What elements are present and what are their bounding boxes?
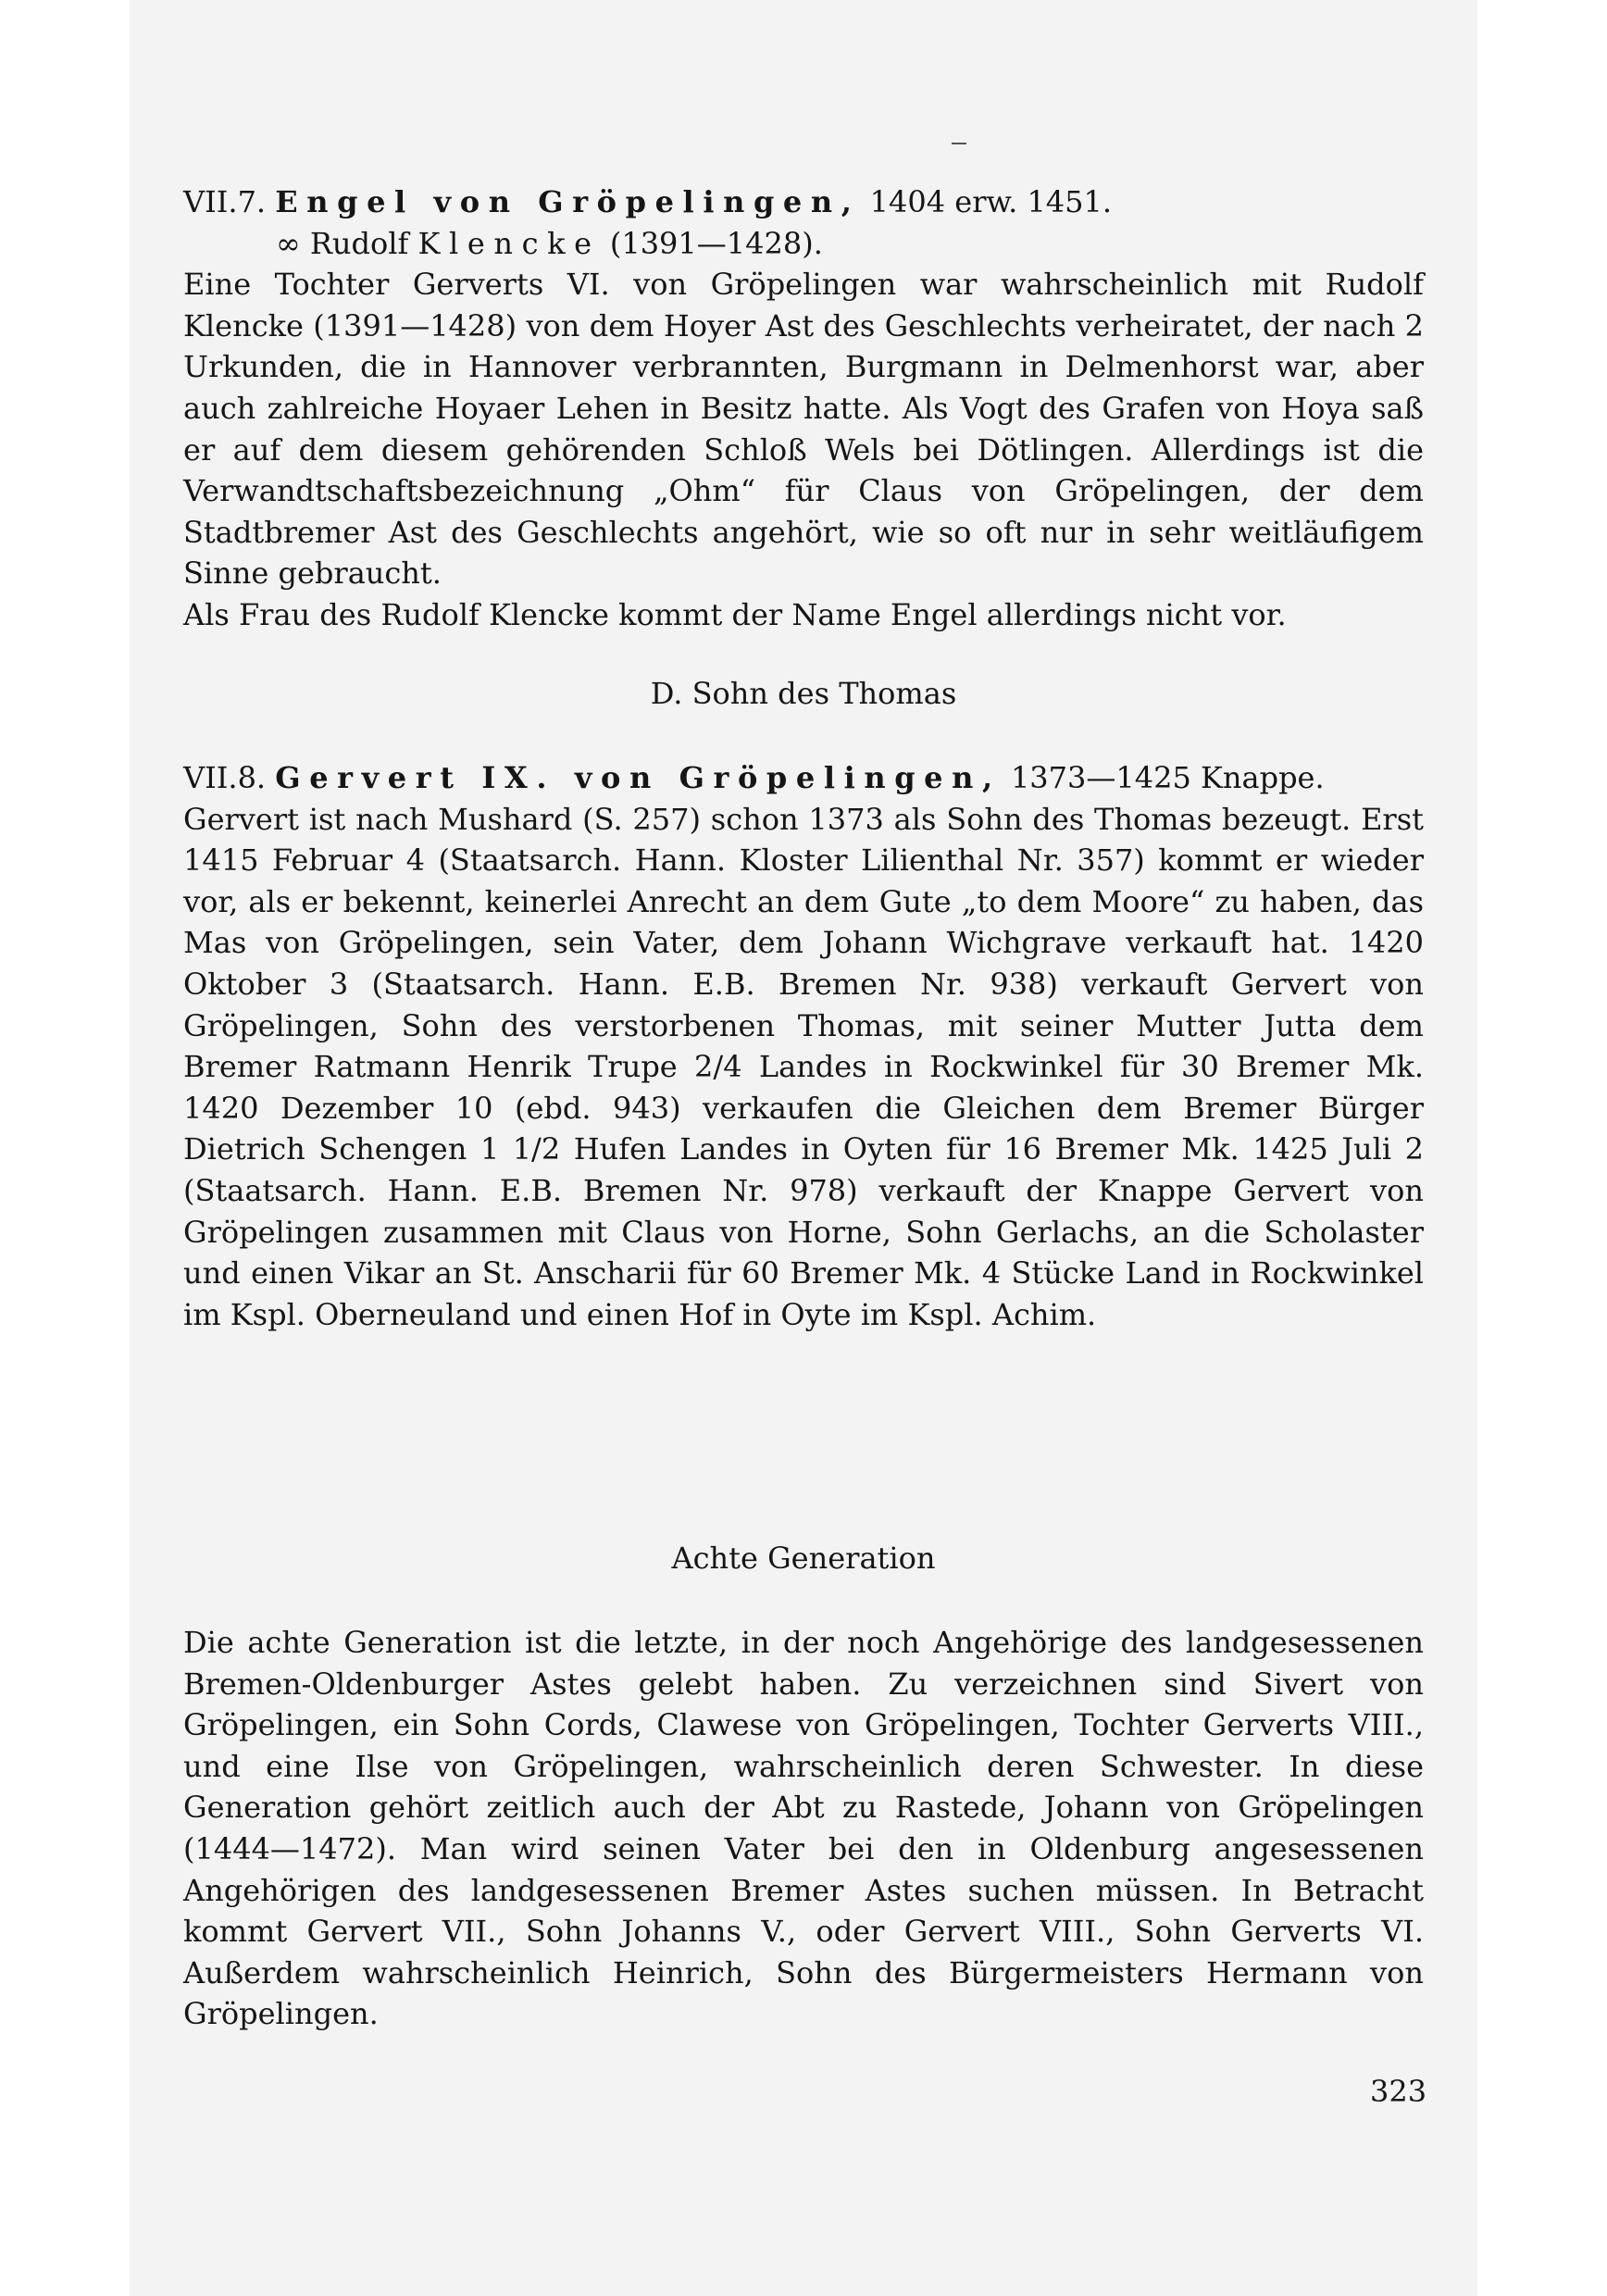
section-heading-d: D. Sohn des Thomas [650,676,957,711]
entry-vii-7-paragraph-2: Als Frau des Rudolf Klencke kommt der Name Engel allerdings nicht vor. [183,596,1287,632]
entry-vii-7 [183,181,1424,636]
scan-mark [952,143,966,144]
spouse-dates: (1391—1428). [609,225,823,261]
page-number: 323 [1370,2074,1427,2109]
entry-vii-8-header [183,757,1424,799]
spouse-surname: Klencke [417,225,601,261]
spouse-first-name: Rudolf [309,225,409,261]
entry-vii-7-header [183,181,1424,223]
entry-dates: 1373—1425 Knappe. [1010,760,1325,795]
entry-vii-8-paragraph: Gervert ist nach Mushard (S. 257) schon 1373 als Sohn des Thomas bezeugt. Erst 1415 Februar 4 (Staatsarch. Hann. Kloster Lilienthal Nr. 357) kommt er wieder vor, als er bekennt, keinerlei Anrecht an dem Gute „to dem Moore“ zu haben, das Mas von Gröpelingen, sein Vater, dem Johann Wichgrave verkauft hat. 1420 Oktober 3 (Staatsarch. Hann. E.B. Bremen Nr. 938) verkauft Gervert von Gröpelingen, Sohn des verstorbenen Thomas, mit seiner Mutter Jutta dem Bremer Ratmann Henrik Trupe 2/4 Landes in Rockwinkel für 30 Bremer Mk. 1420 Dezember 10 (ebd. 943) verkaufen die Gleichen dem Bremer Bürger Dietrich Schengen 1 1/2 Hufen Landes in Oyten für 16 Bremer Mk. 1425 Juli 2 (Staatsarch. Hann. E.B. Bremen Nr. 978) verkauft der Knappe Gervert von Gröpelingen zusammen mit Claus von Horne, Sohn Gerlachs, an die Scholaster und einen Vikar an St. Anscharii für 60 Bremer Mk. 4 Stücke Land in Rockwinkel im Kspl. Oberneuland und einen Hof in Oyte im Kspl. Achim. [183,801,1424,1332]
generation-paragraph: Die achte Generation ist die letzte, in der noch Angehörige des landgesessenen Bremen-Oldenburger Astes gelebt haben. Zu verzeichnen sind Sivert von Gröpelingen, ein Sohn Cords, Clawese von Gröpelingen, Tochter Gerverts VIII., und eine Ilse von Gröpelingen, wahrscheinlich deren Schwester. In diese Generation gehört zeitlich auch der Abt zu Rastede, Johann von Gröpelingen (1444—1472). Man wird seinen Vater bei den in Oldenburg angesessenen Angehörigen des landgesessenen Bremer Astes suchen müssen. In Betracht kommt Gervert VII., Sohn Johanns V., oder Gervert VIII., Sohn Gerverts VI. Außerdem wahrscheinlich Heinrich, Sohn des Bürgermeisters Hermann von Gröpelingen. [183,1625,1424,2032]
entry-vii-7-paragraph-1: Eine Tochter Gerverts VI. von Gröpelingen war wahrscheinlich mit Rudolf Klencke (1391—1428) von dem Hoyer Ast des Geschlechts verheiratet, der nach 2 Urkunden, die in Hannover verbrannten, Burgmann in Delmenhorst war, aber auch zahlreiche Hoyaer Lehen in Besitz hatte. Als Vogt des Grafen von Hoya saß er auf dem diesem gehörenden Schloß Wels bei Dötlingen. Allerdings ist die Verwandtschaftsbezeichnung „Ohm“ für Claus von Gröpelingen, der dem Stadtbremer Ast des Geschlechts angehört, wie so oft nur in sehr weitläufigem Sinne gebraucht. [183,267,1424,592]
marriage-symbol: ∞ [276,225,301,261]
entry-name: Gervert IX. von Gröpelingen, [275,760,1002,795]
entry-number: VII.8. [183,760,267,795]
section-heading-generation: Achte Generation [671,1541,936,1576]
entry-vii-8 [183,757,1424,1335]
entry-dates: 1404 erw. 1451. [869,184,1113,219]
entry-name: Engel von Gröpelingen, [275,184,861,219]
marriage-line [183,223,1424,265]
generation-body [183,1622,1424,2035]
entry-number: VII.7. [183,184,267,219]
